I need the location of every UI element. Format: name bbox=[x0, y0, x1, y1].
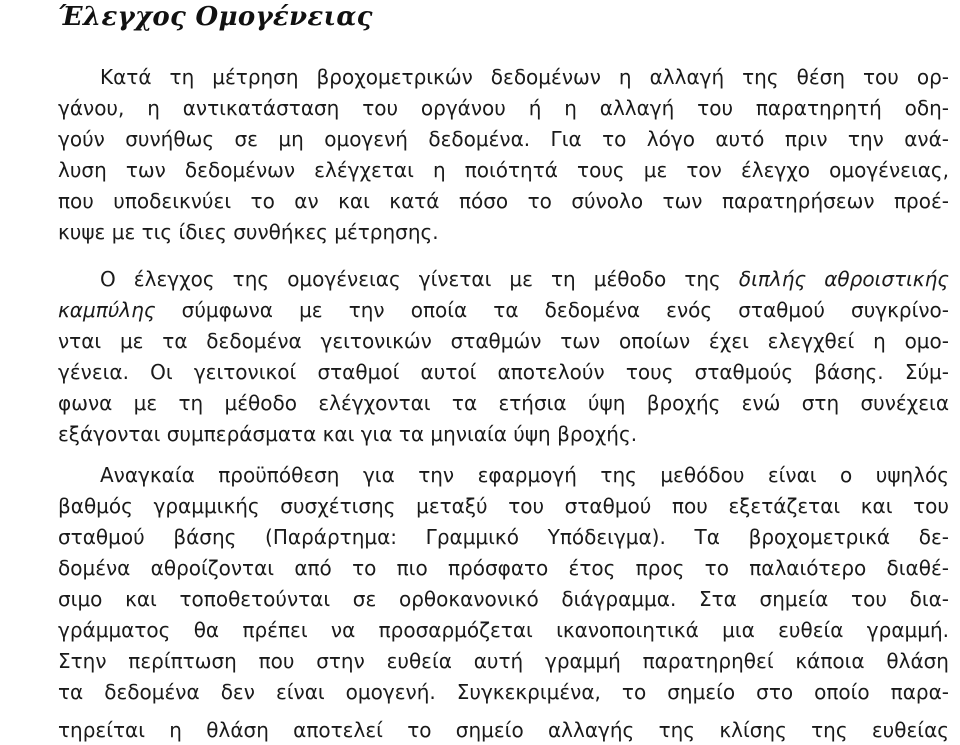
text-line: Αναγκαία προϋπόθεση για την εφαρμογή της μεθόδου είναι ο υψηλός bbox=[100, 463, 949, 487]
text-run: Ο έλεγχος της ομογένειας γίνεται με τη μέθοδο της bbox=[100, 267, 739, 291]
text-line: Στην περίπτωση που στην ευθεία αυτή γραμμή παρατηρηθεί κάποια θλάση bbox=[58, 649, 949, 673]
cut-off-text-line: τηρείται η θλάση αποτελεί το σημείο αλλαγής της κλίσης της ευθείας bbox=[58, 718, 949, 742]
text-line bbox=[58, 295, 949, 325]
text-line: γούν συνήθως σε μη ομογενή δεδομένα. Για το λόγο αυτό πριν την ανά- bbox=[58, 127, 949, 151]
italic-term: διπλής αθροιστικής bbox=[738, 267, 950, 291]
text-line: σιμο και τοποθετούνται σε ορθοκανονικό διάγραμμα. Στα σημεία του δια- bbox=[58, 587, 949, 611]
text-line: γάνου, η αντικατάσταση του οργάνου ή η αλλαγή του παρατηρητή οδη- bbox=[58, 96, 949, 120]
text-line: γράμματος θα πρέπει να προσαρμόζεται ικανοποιητικά μια ευθεία γραμμή. bbox=[58, 618, 949, 642]
text-line: τα δεδομένα δεν είναι ομογενή. Συγκεκριμένα, το σημείο στο οποίο παρα- bbox=[58, 680, 949, 704]
text-line: βαθμός γραμμικής συσχέτισης μεταξύ του σταθμού που εξετάζεται και του bbox=[58, 494, 949, 518]
italic-term: καμπύλης bbox=[58, 298, 156, 322]
text-line: Κατά τη μέτρηση βροχομετρικών δεδομένων η αλλαγή της θέση του ορ- bbox=[100, 65, 949, 89]
text-line bbox=[100, 264, 949, 294]
text-line: εξάγονται συμπεράσματα και για τα μηνιαία ύψη βροχής. bbox=[58, 422, 638, 446]
text-line: σταθμού βάσης (Παράρτημα: Γραμμικό Υπόδειγμα). Τα βροχομετρικά δε- bbox=[58, 525, 949, 549]
text-line: δομένα αθροίζονται από το πιο πρόσφατο έτος προς το παλαιότερο διαθέ- bbox=[58, 556, 949, 580]
text-line: λυση των δεδομένων ελέγχεται η ποιότητά τους με τον έλεγχο ομογένειας, bbox=[58, 158, 949, 182]
text-line: κυψε με τις ίδιες συνθήκες μέτρησης. bbox=[58, 220, 439, 244]
text-line: νται με τα δεδομένα γειτονικών σταθμών των οποίων έχει ελεγχθεί η ομο- bbox=[58, 329, 949, 353]
text-line: φωνα με τη μέθοδο ελέγχονται τα ετήσια ύψη βροχής ενώ στη συνέχεια bbox=[58, 391, 949, 415]
text-run: σύμφωνα με την οποία τα δεδομένα ενός σταθμού συγκρίνο- bbox=[155, 298, 949, 322]
text-line: γένεια. Οι γειτονικοί σταθμοί αυτοί αποτελούν τους σταθμούς βάσης. Σύμ- bbox=[58, 360, 949, 384]
section-title: Έλεγχος Ομογένειας bbox=[58, 2, 373, 32]
text-line: που υποδεικνύει το αν και κατά πόσο το σύνολο των παρατηρήσεων προέ- bbox=[58, 189, 949, 213]
